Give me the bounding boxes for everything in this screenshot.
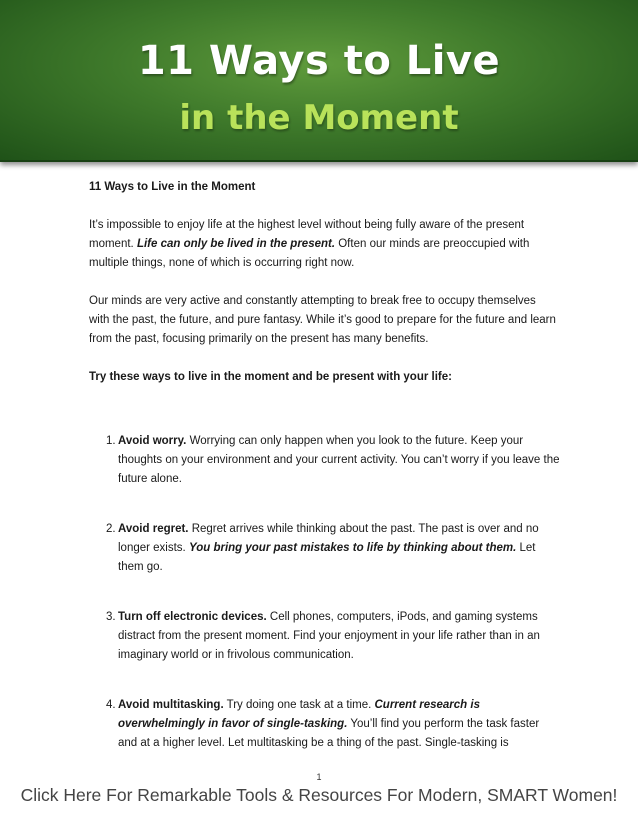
list-item-label: Turn off electronic devices. bbox=[118, 611, 267, 623]
title-banner bbox=[0, 0, 638, 162]
list-item bbox=[106, 696, 561, 753]
intro-text-a: It’s impossible to enjoy life at the highest level without being fully aware of the present moment. bbox=[89, 219, 525, 250]
resources-link[interactable]: Click Here For Remarkable Tools & Resources For Modern, SMART Women! bbox=[20, 785, 618, 805]
list-item-emphasis: Current research is overwhelmingly in favor of single-tasking. bbox=[118, 699, 480, 730]
list-item-emphasis: You bring your past mistakes to life by thinking about them. bbox=[188, 542, 517, 554]
ways-list bbox=[106, 432, 561, 784]
list-item-label: Avoid multitasking. bbox=[118, 699, 224, 711]
list-item bbox=[106, 432, 561, 489]
list-item-text: Regret arrives while thinking about the past. The past is over and no longer exists. bbox=[118, 523, 539, 554]
list-lead-in: Try these ways to live in the moment and be present with your life: bbox=[89, 371, 452, 383]
article-body bbox=[89, 178, 559, 406]
list-item-body bbox=[118, 608, 561, 665]
page-number: 1 bbox=[316, 772, 322, 782]
banner-title: 11 Ways to Live bbox=[137, 38, 501, 84]
intro-text-b: Often our minds are preoccupied with multiple things, none of which is occurring right now. bbox=[89, 238, 530, 269]
list-item-text: Cell phones, computers, iPods, and gaming systems distract from the present moment. Find your enjoyment in your life rather than in an imaginary world or in frivolous communication. bbox=[118, 611, 540, 661]
list-item-text-end: You’ll find you perform the task faster and at a higher level. Let multitasking be a thing of the past. Single-tasking is bbox=[118, 718, 540, 749]
list-item-number: 2. bbox=[106, 523, 116, 535]
intro-emphasis: Life can only be lived in the present. bbox=[136, 238, 336, 250]
list-item-body bbox=[118, 432, 561, 489]
list-item-number: 1. bbox=[106, 435, 116, 447]
second-paragraph: Our minds are very active and constantly attempting to break free to occupy themselves with the past, the future, and pure fantasy. While it’s good to prepare for the future and learn from the past, focusing primarily on the present has many benefits. bbox=[89, 295, 556, 345]
list-item-body bbox=[118, 696, 561, 753]
banner-subtitle: in the Moment bbox=[179, 98, 459, 138]
list-item-label: Avoid regret. bbox=[118, 523, 189, 535]
list-item-text: Worrying can only happen when you look to the future. Keep your thoughts on your environment and your current activity. You can’t worry if you leave the future alone. bbox=[118, 435, 560, 485]
list-item-text: Try doing one task at a time. bbox=[223, 699, 375, 711]
intro-paragraph bbox=[89, 216, 559, 273]
list-item-number: 4. bbox=[106, 699, 116, 711]
list-item bbox=[106, 608, 561, 665]
list-item-label: Avoid worry. bbox=[118, 435, 187, 447]
article-heading: 11 Ways to Live in the Moment bbox=[89, 181, 256, 193]
list-item-number: 3. bbox=[106, 611, 116, 623]
list-item bbox=[106, 520, 561, 577]
list-item-text-end: Let them go. bbox=[118, 542, 536, 573]
list-item-body bbox=[118, 520, 561, 577]
